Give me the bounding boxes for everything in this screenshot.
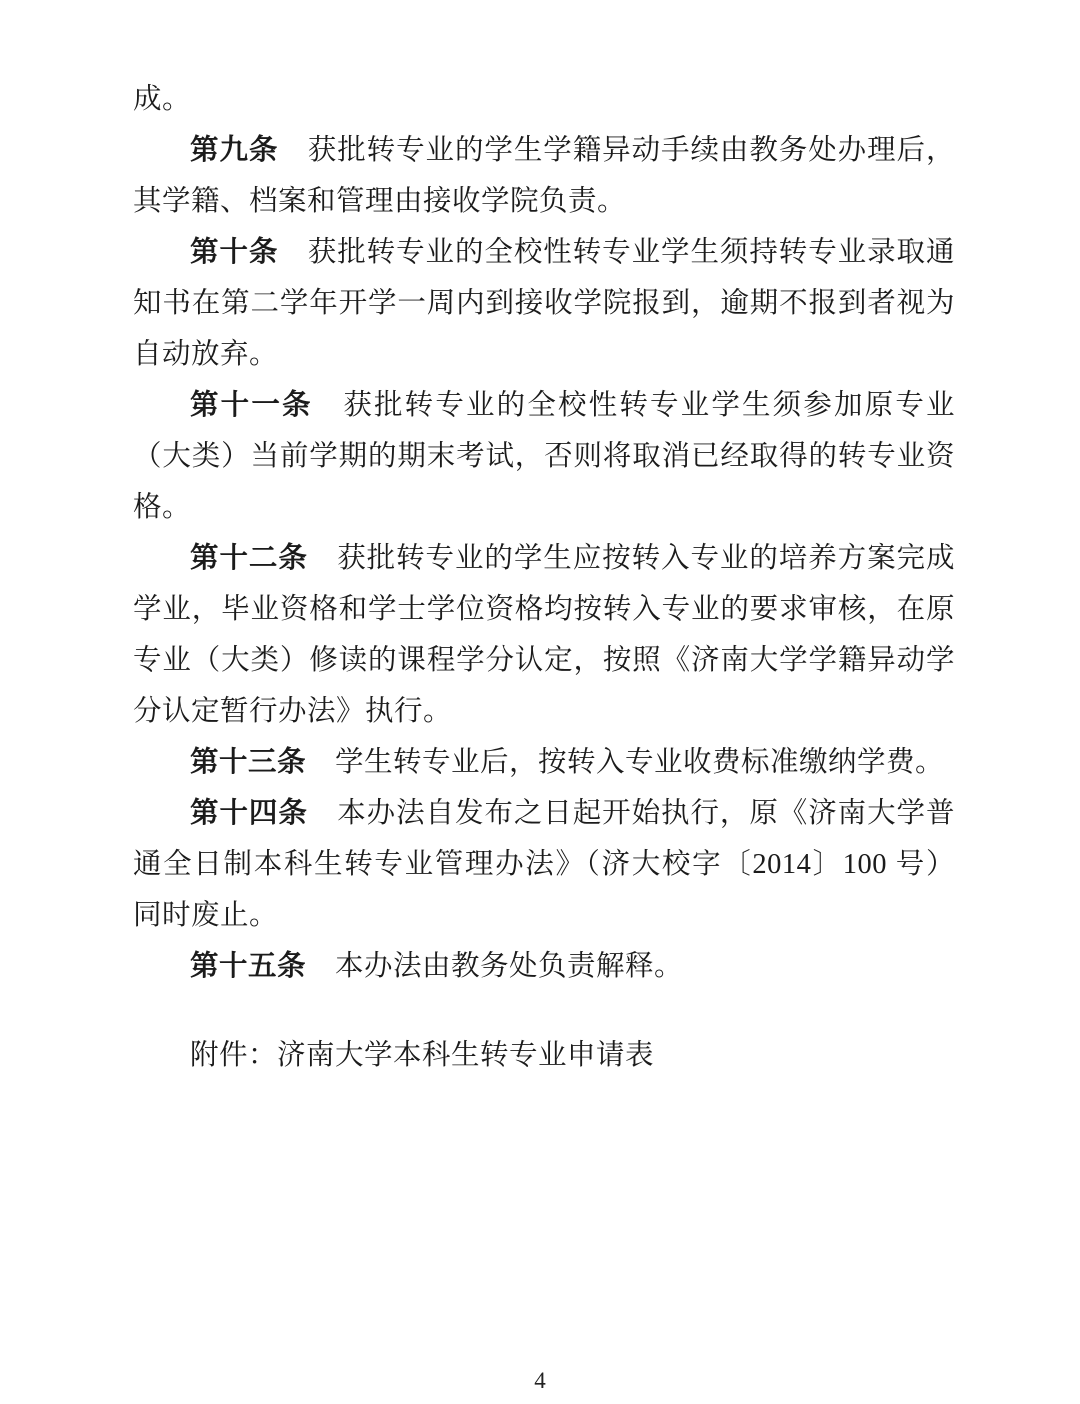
- paragraph-spacer: [133, 992, 955, 1030]
- text-line: [133, 431, 955, 482]
- text-run: 分认定暂行办法》执行。: [133, 696, 453, 727]
- text-run: 通全日制本科生转专业管理办法》（济大校字〔2014〕100 号）: [133, 849, 955, 880]
- text-line: [133, 125, 955, 176]
- article-number: 第十五条: [190, 951, 307, 982]
- text-run: （大类）当前学期的期末考试，否则将取消已经取得的转专业资: [133, 441, 955, 472]
- text-line: [133, 482, 955, 533]
- text-run: 本办法由教务处负责解释。: [306, 951, 684, 982]
- text-run: 同时废止。: [133, 900, 279, 931]
- text-run: 学业，毕业资格和学士学位资格均按转入专业的要求审核，在原: [133, 594, 955, 625]
- text-run: 其学籍、档案和管理由接收学院负责。: [133, 186, 627, 217]
- text-run: 本办法自发布之日起开始执行，原《济南大学普: [307, 798, 955, 829]
- article-number: 第十四条: [190, 798, 308, 829]
- article-number: 第十三条: [190, 747, 307, 778]
- text-run: 格。: [133, 492, 192, 523]
- text-line: [133, 584, 955, 635]
- text-line: [133, 686, 955, 737]
- text-run: 获批转专业的学生应按转入专业的培养方案完成: [307, 543, 955, 574]
- attachment-line: [133, 1030, 955, 1081]
- page-number: 4: [534, 1368, 546, 1393]
- text-run: 成。: [133, 84, 192, 115]
- text-line: [133, 74, 955, 125]
- text-run: 学生转专业后，按转入专业收费标准缴纳学费。: [306, 747, 945, 778]
- text-line: [133, 890, 955, 941]
- text-run: 知书在第二学年开学一周内到接收学院报到，逾期不报到者视为: [133, 288, 955, 319]
- article-number: 第十一条: [190, 390, 313, 421]
- text-run: 获批转专业的学生学籍异动手续由教务处办理后，: [278, 135, 955, 166]
- text-run: 专业（大类）修读的课程学分认定，按照《济南大学学籍异动学: [133, 645, 955, 676]
- text-line: [133, 839, 955, 890]
- text-line: [133, 176, 955, 227]
- text-line: [133, 329, 955, 380]
- text-run: 附件：济南大学本科生转专业申请表: [190, 1040, 655, 1071]
- text-run: 自动放弃。: [133, 339, 279, 370]
- text-run: 获批转专业的全校性转专业学生须参加原专业: [312, 390, 955, 421]
- text-line: [133, 533, 955, 584]
- article-number: 第十条: [190, 237, 279, 268]
- text-line: [133, 227, 955, 278]
- text-line: [133, 788, 955, 839]
- text-run: 获批转专业的全校性转专业学生须持转专业录取通: [278, 237, 955, 268]
- article-number: 第九条: [190, 135, 279, 166]
- text-line: [133, 380, 955, 431]
- text-line: [133, 941, 955, 992]
- article-number: 第十二条: [190, 543, 308, 574]
- text-line: [133, 278, 955, 329]
- text-line: [133, 737, 955, 788]
- text-line: [133, 635, 955, 686]
- document-body: [133, 74, 955, 1081]
